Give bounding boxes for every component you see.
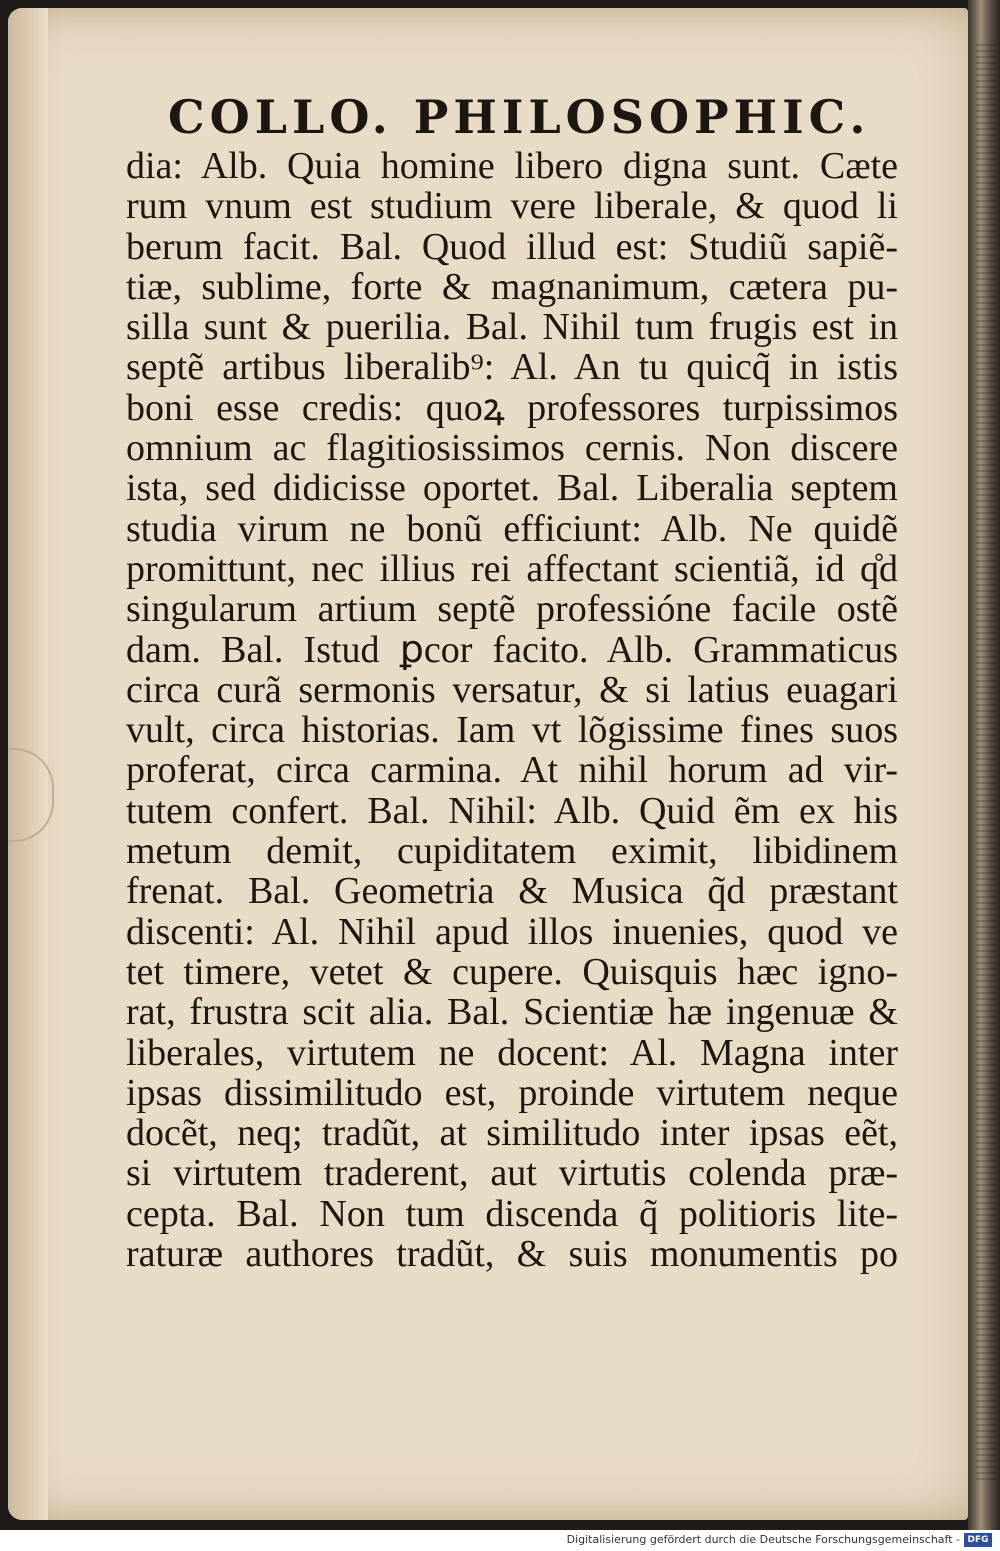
text-line: berum facit. Bal. Quod illud est: Studiũ sapiẽ-: [126, 226, 898, 267]
text-line: studia virum ne bonũ efficiunt: Alb. Ne quidẽ: [126, 508, 898, 549]
text-line: rat, frustra scit alia. Bal. Scientiæ hæ ingenuæ &: [126, 992, 898, 1033]
text-line: omnium ac flagitiosissimos cernis. Non discere: [126, 428, 898, 469]
page-edges-texture: [976, 40, 996, 1480]
text-line: circa curã sermonis versatur, & si latius euagari: [126, 669, 898, 711]
text-line: ista, sed didicisse oportet. Bal. Liberalia septem: [126, 468, 898, 509]
footer-bar: [0, 1530, 1000, 1551]
text-line: rum vnum est studium vere liberale, & quod li: [126, 186, 898, 227]
text-line: discenti: Al. Nihil apud illos inuenies, quod ve: [126, 911, 898, 952]
text-line: ipsas dissimilitudo est, proinde virtutem neque: [126, 1072, 898, 1114]
footer-credit: Digitalisierung gefördert durch die Deutsche Forschungsgemeinschaft -: [566, 1533, 960, 1546]
text-line: cepta. Bal. Non tum discenda q̃ politioris lite-: [126, 1193, 898, 1235]
text-line: proferat, circa carmina. At nihil horum ad vir-: [126, 750, 898, 791]
text-line: septẽ artibus liberalib⁹: Al. An tu quicq̃ in istis: [126, 347, 898, 388]
text-line: tet timere, vetet & cupere. Quisquis hæc igno-: [126, 951, 898, 993]
text-line: si virtutem traderent, aut virtutis colenda præ-: [126, 1153, 898, 1194]
text-line: dia: Alb. Quia homine libero digna sunt. Cæte: [126, 146, 898, 187]
text-line: docẽt, neq; tradũt, at similitudo inter ipsas eẽt,: [126, 1113, 898, 1154]
book-page: [8, 8, 968, 1520]
text-line: raturæ authores tradũt, & suis monumentis po: [126, 1234, 898, 1275]
text-line: tiæ, sublime, forte & magnanimum, cætera pu-: [126, 266, 898, 308]
text-line: liberales, virtutem ne docent: Al. Magna inter: [126, 1032, 898, 1073]
text-line: metum demit, cupiditatem eximit, libidinem: [126, 831, 898, 872]
text-block: [126, 146, 898, 1274]
text-line: tutem confert. Bal. Nihil: Alb. Quid ẽm ex his: [126, 790, 898, 832]
running-head: COLLO. PHILOSOPHIC.: [168, 90, 871, 144]
dfg-logo-icon: DFG: [964, 1533, 992, 1547]
text-line: silla sunt & puerilia. Bal. Nihil tum frugis est in: [126, 307, 898, 348]
text-line: boni esse credis: quoꝝ professores turpissimos: [126, 387, 898, 429]
text-line: singularum artium septẽ professióne facile ostẽ: [126, 589, 898, 630]
text-line: promittunt, nec illius rei affectant scientiã, id q̊d: [126, 548, 898, 590]
text-line: vult, circa historias. Iam vt lõgissime fines suos: [126, 710, 898, 751]
text-line: dam. Bal. Istud ꝑcor facito. Alb. Grammaticus: [126, 629, 898, 670]
text-line: frenat. Bal. Geometria & Musica q̃d præstant: [126, 871, 898, 912]
